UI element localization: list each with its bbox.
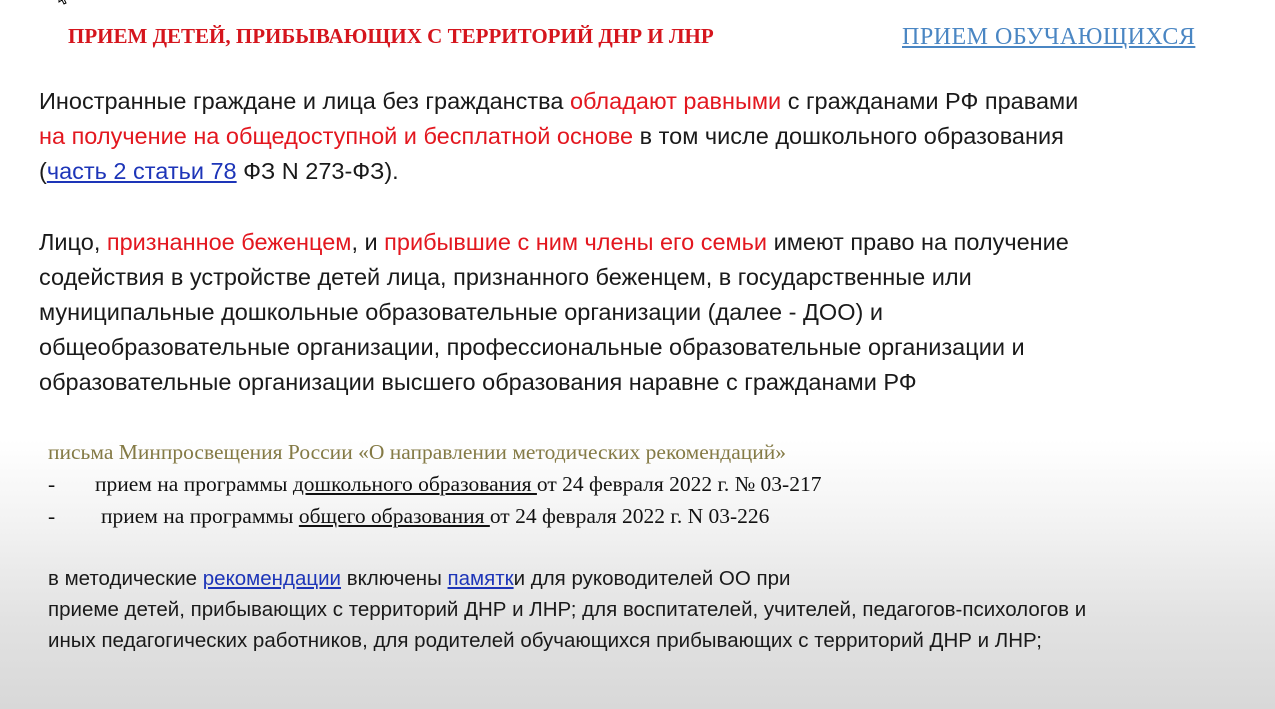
page-title: ПРИЕМ ДЕТЕЙ, ПРИБЫВАЮЩИХ С ТЕРРИТОРИЙ ДНР И ЛНР	[68, 24, 714, 48]
list-item	[48, 500, 821, 532]
list-dash: -	[48, 504, 56, 528]
highlight-text: на получение на общедоступной и бесплатной основе	[39, 123, 634, 149]
text: Лицо,	[39, 229, 107, 255]
line	[48, 563, 1273, 594]
text: прием на программы	[101, 504, 299, 528]
highlight-text: прибывшие с ним члены его семьи	[384, 229, 768, 255]
paragraph-recommendations	[48, 563, 1273, 656]
text: от 24 февраля 2022 г. N 03-226	[489, 504, 770, 528]
general-education-link[interactable]: общего образования	[298, 504, 490, 528]
text: образовательные организации высшего образования наравне с гражданами РФ	[39, 369, 917, 395]
highlight-text: обладают равными	[569, 88, 782, 114]
letters-title: письма Минпросвещения России «О направлении методических рекомендаций»	[48, 440, 787, 464]
text: муниципальные дошкольные образовательные организации (далее - ДОО) и	[39, 299, 883, 325]
admission-students-link[interactable]: ПРИЕМ ОБУЧАЮЩИХСЯ	[902, 24, 1196, 50]
text: включены	[341, 567, 448, 590]
list-dash: -	[48, 472, 56, 496]
text: приеме детей, прибывающих с территорий ДНР и ЛНР; для воспитателей, учителей, педагогов-психологов и	[48, 598, 1087, 621]
paragraph-refugees	[39, 225, 1239, 400]
text: в методические	[48, 567, 203, 590]
paragraph-foreign-citizens	[39, 84, 1239, 189]
mouse-cursor-icon	[58, 0, 72, 8]
text: иных педагогических работников, для родителей обучающихся прибывающих с территорий ДНР и ЛНР;	[48, 629, 1042, 652]
text: от 24 февраля 2022 г. № 03-217	[536, 472, 822, 496]
text: (	[39, 158, 47, 184]
ministry-letters-block	[48, 436, 821, 532]
text: и для руководителей ОО при	[513, 567, 791, 590]
text: общеобразовательные организации, профессиональные образовательные организации и	[39, 334, 1025, 360]
list-item	[48, 468, 821, 500]
memo-link[interactable]: памятк	[447, 567, 514, 590]
law-article-link[interactable]: часть 2 статьи 78	[46, 158, 237, 184]
text: ФЗ N 273-ФЗ).	[236, 158, 399, 184]
recommendations-link[interactable]: рекомендации	[202, 567, 342, 590]
text: , и	[351, 229, 385, 255]
text: имеют право на получение	[767, 229, 1069, 255]
text: прием на программы	[95, 472, 293, 496]
text: содействия в устройстве детей лица, признанного беженцем, в государственные или	[39, 264, 972, 290]
preschool-education-link[interactable]: дошкольного образования	[292, 472, 537, 496]
text: в том числе дошкольного образования	[633, 123, 1064, 149]
text: Иностранные граждане и лица без гражданства	[39, 88, 570, 114]
text: с гражданами РФ правами	[781, 88, 1079, 114]
highlight-text: признанное беженцем	[106, 229, 352, 255]
